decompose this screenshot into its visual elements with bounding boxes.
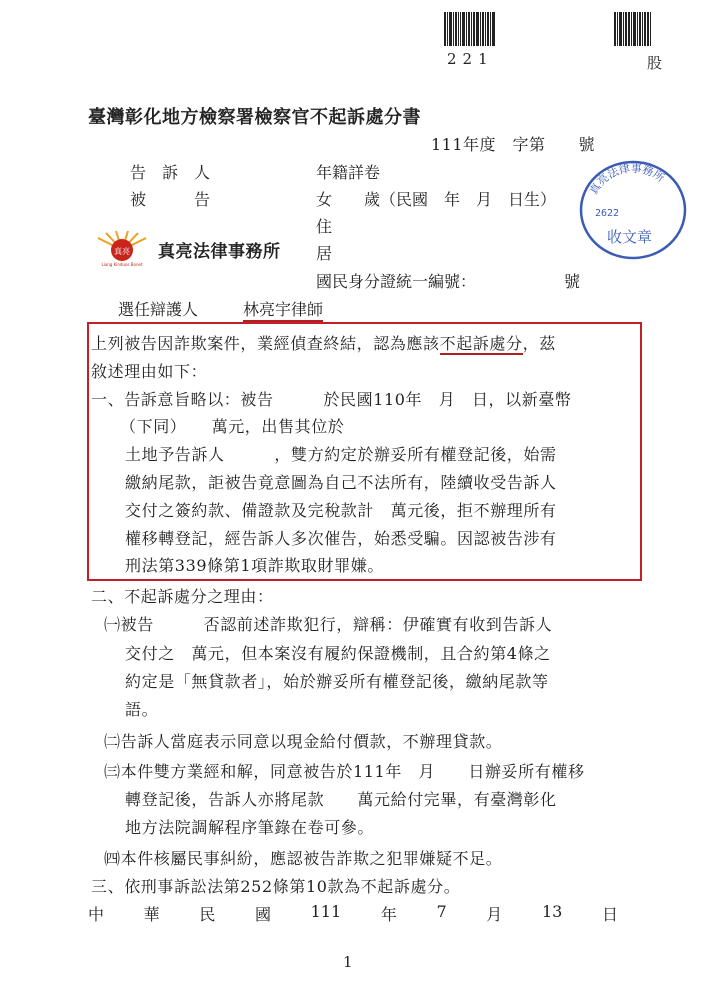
intro-line-2: 敘述理由如下： (91, 362, 208, 381)
barcode-left (444, 12, 496, 46)
page-number: 1 (343, 953, 353, 971)
document-title: 臺灣彰化地方檢察署檢察官不起訴處分書 (88, 107, 421, 128)
intro-line-1 (91, 331, 556, 354)
section-1-line-5: 交付之簽約款、備證款及完稅款計 萬元後，拒不辦理所有 (125, 501, 557, 520)
info-line-1: 年籍詳卷 (316, 163, 381, 182)
date-part: 中 (88, 905, 105, 924)
section-2b: ㈡告訴人當庭表示同意以現金給付價款，不辦理貸款。 (104, 732, 503, 751)
section-2a-line-1: ㈠被告 否認前述詐欺犯行，辯稱：伊確實有收到告訴人 (104, 615, 553, 634)
date-part: 華 (143, 905, 160, 924)
sunburst-logo-icon (92, 230, 152, 268)
section-2c-line-3: 地方法院調解程序筆錄在卷可參。 (125, 818, 375, 837)
defendant-label: 被 告 (130, 190, 211, 209)
corner-mark: 股 (647, 54, 663, 72)
date-part: 國 (254, 905, 271, 924)
stamp-arc-textpath: 真亮法律事務所 (587, 161, 667, 198)
section-1-line-6: 權移轉登記，經告訴人多次催告，始悉受騙。因認被告涉有 (125, 529, 557, 548)
section-2c-line-2: 轉登記後，告訴人亦將尾款 萬元給付完畢，有臺灣彰化 (125, 790, 557, 809)
section-1-line-7: 刑法第339條第1項詐欺取財罪嫌。 (125, 556, 384, 575)
section-3: 三、依刑事訴訟法第252條第10款為不起訴處分。 (91, 877, 461, 896)
intro-highlight: 不起訴處分 (439, 334, 523, 353)
info-line-2: 女 歲（民國 年 月 日生） (316, 190, 557, 209)
stamp-number: 2622 (595, 208, 620, 219)
section-1-line-2: （下同） 萬元，出售其位於 (120, 417, 345, 436)
counsel-label: 選任辯護人 (118, 300, 199, 319)
intro-text-2: ，茲 (522, 334, 556, 353)
date-part: 13 (541, 902, 563, 921)
date-part: 年 (380, 905, 397, 924)
intro-text-1: 上列被告因詐欺案件，業經偵查終結，認為應該 (91, 334, 440, 353)
law-firm-logo (92, 230, 281, 268)
received-stamp (577, 158, 689, 262)
section-2a-line-2: 交付之 萬元，但本案沒有履約保證機制，且合約第4條之 (125, 644, 551, 663)
section-1-line-1: 一、告訴意旨略以：被告 於民國110年 月 日，以新臺幣 (91, 390, 572, 409)
decision-date (88, 902, 618, 925)
section-1-line-3: 土地予告訴人 ，雙方約定於辦妥所有權登記後，始需 (125, 445, 557, 464)
case-number: 111年度 字第 號 (431, 135, 596, 154)
barcode-number: 221 (447, 50, 494, 68)
logo-badge-text: 真亮 (114, 247, 130, 256)
date-part: 民 (199, 905, 216, 924)
complainant-label: 告 訴 人 (130, 163, 211, 182)
section-2c-line-1: ㈢本件雙方業經和解，同意被告於111年 月 日辦妥所有權移 (104, 762, 585, 781)
logo-name: 真亮法律事務所 (158, 241, 281, 262)
counsel-name: 林亮宇律師 (243, 297, 323, 322)
logo-sub-text: Liang Kinduos Bonet (101, 262, 143, 267)
date-part: 日 (601, 905, 618, 924)
date-part: 111 (310, 902, 342, 921)
section-2-heading: 二、不起訴處分之理由： (91, 587, 274, 606)
section-2a-line-3: 約定是「無貸款者」，始於辦妥所有權登記後，繳納尾款等 (125, 672, 549, 691)
date-part: 7 (436, 902, 447, 921)
info-line-3: 住 (316, 217, 333, 236)
section-2a-line-4: 語。 (125, 700, 159, 719)
info-line-5: 國民身分證統一編號： 號 (316, 272, 581, 291)
date-part: 月 (486, 905, 503, 924)
info-line-4: 居 (316, 244, 333, 263)
stamp-bottom-text: 收文章 (607, 228, 653, 246)
section-1-line-4: 繳納尾款，詎被告竟意圖為自己不法所有，陸續收受告訴人 (125, 473, 557, 492)
section-2d: ㈣本件核屬民事糾紛，應認被告詐欺之犯罪嫌疑不足。 (104, 849, 503, 868)
barcode-right (614, 12, 652, 46)
